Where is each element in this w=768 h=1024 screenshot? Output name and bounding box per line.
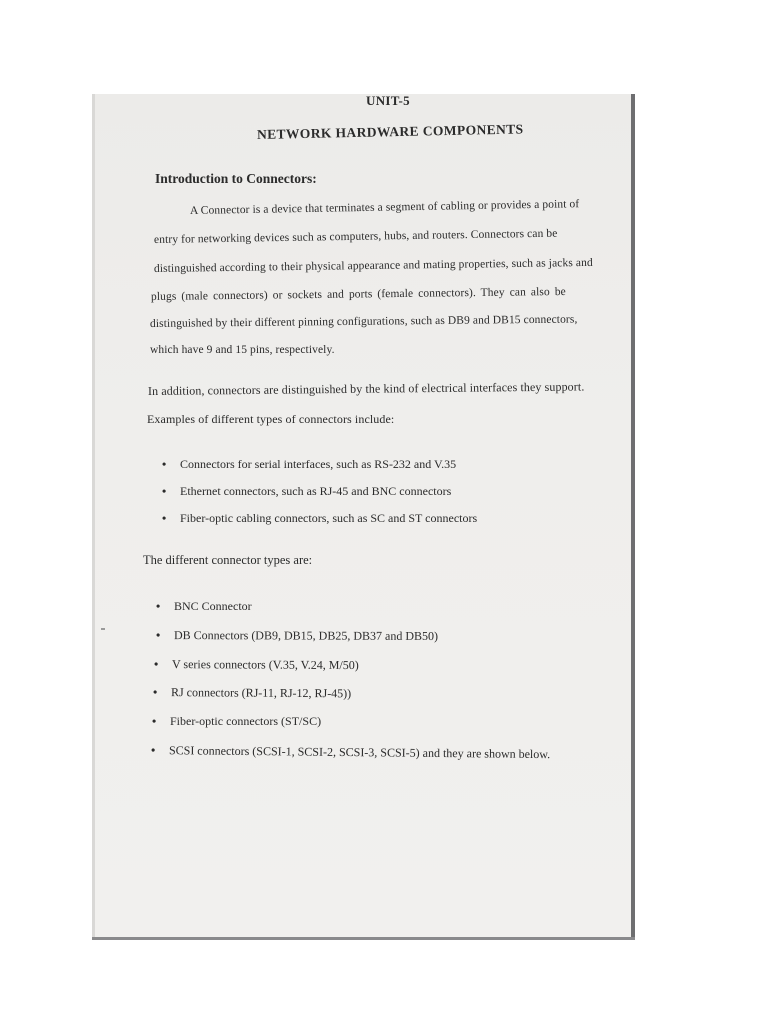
paragraph-1-line: plugs (male connectors) or sockets and ports (female connectors). They can also be [150,285,566,303]
page-edge-right [631,94,635,940]
page-edge-bottom [92,937,635,940]
bullet-icon: • [162,511,167,525]
example-item-text: Connectors for serial interfaces, such as RS-232 and V.35 [180,457,457,471]
page-mark [101,628,105,630]
paragraph-1-line: A Connector is a device that terminates a segment of cabling or provides a point of [189,198,580,217]
example-item-text: Fiber-optic cabling connectors, such as SC and ST connectors [180,511,478,525]
bullet-icon: • [152,685,158,700]
bullet-icon: • [153,657,159,672]
type-list-item [156,628,438,644]
types-heading: The different connector types are: [143,553,313,567]
type-item-text: SCSI connectors (SCSI-1, SCSI-2, SCSI-3, SCSI-5) and they are shown below. [168,743,551,762]
bullet-icon: • [155,628,161,643]
document-title: NETWORK HARDWARE COMPONENTS [256,121,524,142]
bullet-icon: • [162,484,167,498]
type-list-item [152,714,321,729]
paragraph-1-line: which have 9 and 15 pins, respectively. [150,344,335,356]
type-item-text: DB Connectors (DB9, DB15, DB25, DB37 and DB50) [173,628,439,643]
type-list-item [154,657,359,673]
example-list-item [162,484,451,499]
paragraph-2-line: In addition, connectors are distinguished by the kind of electrical interfaces they support. [147,379,585,398]
paragraph-1-line: distinguished according to their physical appearance and mating properties, such as jacks and [153,256,593,275]
paragraph-1-line: distinguished by their different pinning configurations, such as DB9 and DB15 connectors, [149,313,578,330]
paragraph-2-line: Examples of different types of connectors include: [147,412,395,426]
type-list-item [156,599,252,614]
type-item-text: V series connectors (V.35, V.24, M/50) [171,657,359,673]
example-list-item [162,457,456,472]
paragraph-1-line: entry for networking devices such as computers, hubs, and routers. Connectors can be [153,227,558,246]
type-item-text: RJ connectors (RJ-11, RJ-12, RJ-45)) [170,685,352,701]
type-item-text: BNC Connector [174,599,252,613]
example-list-item [162,511,477,526]
bullet-icon: • [152,714,157,728]
type-list-item [153,685,351,701]
bullet-icon: • [162,457,167,471]
type-item-text: Fiber-optic connectors (ST/SC) [170,714,322,728]
example-item-text: Ethernet connectors, such as RJ-45 and BNC connectors [180,484,452,498]
bullet-icon: • [150,743,156,758]
unit-label: UNIT-5 [366,93,410,108]
intro-heading: Introduction to Connectors: [155,171,317,186]
bullet-icon: • [156,599,161,613]
